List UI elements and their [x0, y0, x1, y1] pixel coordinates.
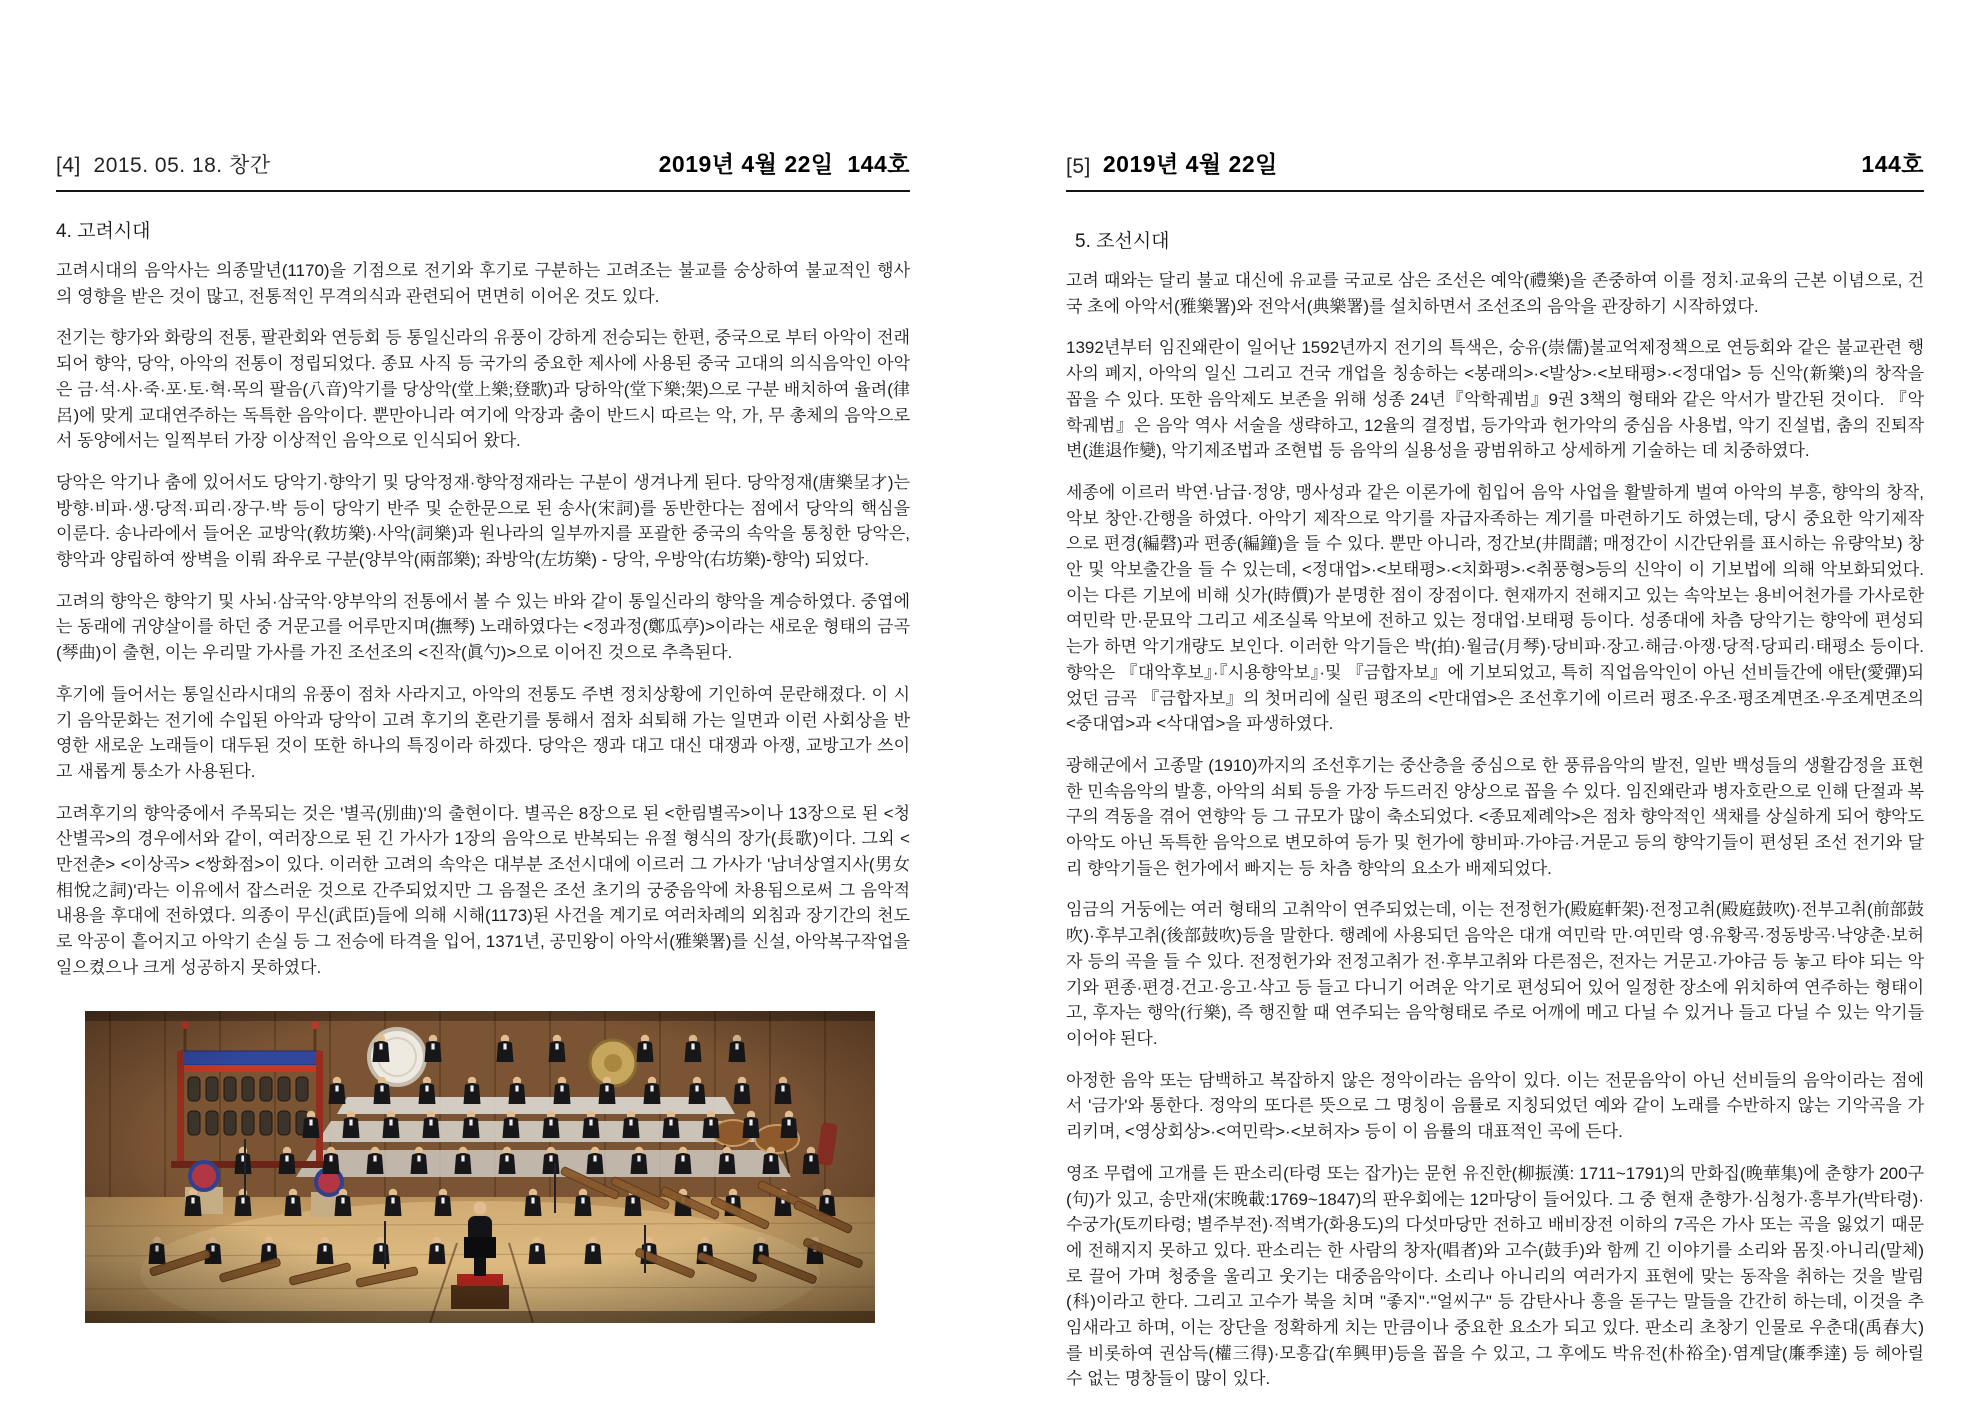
paragraph: 광해군에서 고종말 (1910)까지의 조선후기는 중산층을 중심으로 한 풍류음악의 발전, 일반 백성들의 생활감정을 표현한 민속음악의 발흥, 아악의 쇠퇴 등을 가장 두드러진 양상으로 꼽을 수 있다. 임진왜란과 병자호란으로 인해 단절과 복구의 격동을 겪어 연향악 등 그 규모가 많이 축소되었다. <종묘제례악>은 점차 향악적인 색채를 상실하게 되어 향악도 아악도 아닌 독특한 음악으로 변모하여 등가 및 헌가에 향비파·가야금·거문고 등의 향악기들이 편성된 조선 전기와 달리 향악기들은 헌가에서 빠지는 등 차츰 향악의 요소가 배제되었다. — [1066, 755, 1924, 878]
paragraph: 고려후기의 향악중에서 주목되는 것은 '별곡(別曲)'의 출현이다. 별곡은 8장으로 된 <한림별곡>이나 13장으로 된 <청산별곡>의 경우에서와 같이, 여러장으로 된 긴 가사가 1장의 음악으로 반복되는 유절 형식의 장가(長歌)이다. 그외 <만전춘> <이상곡> <쌍화점>이 있다. 이러한 고려의 속악은 대부분 조선시대에 이르러 그 가사가 '남녀상열지사(男女相悅之詞)'라는 이유에서 잡스러운 것으로 간주되었지만 그 음절은 조선 초기의 궁중음악에 차용됨으로써 그 음악적 내용을 후대에 전하였다. 의종이 무신(武臣)들에 의해 시해(1173)된 사건을 계기로 여러차례의 외침과 장기간의 천도로 악공이 흩어지고 아악기 손실 등 그 전승에 타격을 입어, 1371년, 공민왕이 아악서(雅樂署)를 신설, 아악복구작업을 일으켰으나 크게 성공하지 못하였다. — [56, 803, 910, 977]
paragraph: 아정한 음악 또는 담백하고 복잡하지 않은 정악이라는 음악이 있다. 이는 전문음악이 아닌 선비들의 음악이라는 점에서 '금가'와 통한다. 정악의 또다른 뜻으로 그 명칭이 음률로 지칭되었던 예와 같이 노래를 수반하지 않는 기악곡을 가리키며, <영상회상>·<여민락>·<보허자> 등이 이 음률의 대표적인 곡에 든다. — [1066, 1070, 1924, 1142]
section-title-joseon: 5. 조선시대 — [1075, 231, 1170, 252]
joseon-body-text — [1066, 268, 1924, 1392]
paragraph: 고려시대의 음악사는 의종말년(1170)을 기점으로 전기와 후기로 구분하는 고려조는 불교를 숭상하여 불교적인 행사의 영향을 받은 것이 많고, 전통적인 무격의식과 관련되어 면면히 이어온 것도 있다. — [56, 261, 910, 306]
goryeo-body-text — [56, 258, 910, 981]
paragraph: 전기는 향가와 화랑의 전통, 팔관회와 연등회 등 통일신라의 유풍이 강하게 전승되는 한편, 중국으로 부터 아악이 전래되어 향악, 당악, 아악의 전통이 정립되었다. 종묘 사직 등 국가의 중요한 제사에 사용된 중국 고대의 의식음악인 아악은 금·석·사·죽·포·토·혁·목의 팔음(八音)악기를 당상악(堂上樂;登歌)과 당하악(堂下樂;架)으로 구분 배치하여 율려(律呂)에 맞게 교대연주하는 독특한 음악이다. 뿐만아니라 여기에 악장과 춤이 반드시 따르는 악, 가, 무 총체의 음악으로서 동양에서는 일찍부터 가장 이상적인 음악으로 인식되어 왔다. — [56, 328, 910, 451]
paragraph: 후기에 들어서는 통일신라시대의 유풍이 점차 사라지고, 아악의 전통도 주변 정치상황에 기인하여 문란해졌다. 이 시기 음악문화는 전기에 수입된 아악과 당악이 고려 후기의 혼란기를 통해서 점차 쇠퇴해 가는 일면과 이런 사회상을 반영한 새로운 노래들이 대두된 것이 또한 하나의 특징이라 하겠다. 당악은 쟁과 대고 대신 대쟁과 아쟁, 교방고가 쓰이고 새롭게 퉁소가 사용된다. — [56, 684, 910, 781]
paragraph: 1392년부터 임진왜란이 일어난 1592년까지 전기의 특색은, 숭유(崇儒)불교억제정책으로 연등회와 같은 불교관련 행사의 폐지, 아악의 일신 그리고 건국 개업을 칭송하는 <봉래의>·<발상>·<보태평>·<정대업> 등 신악(新樂)의 창작을 꼽을 수 있다. 또한 음악제도 보존을 위해 성종 24년『악학궤범』9권 3책의 형태와 같은 악서가 발간된 것이다. 『악학궤범』은 음악 역사 서술을 생략하고, 12율의 결정법, 등가악과 헌가악의 중심음 사용법, 악기 진설법, 춤의 진퇴작변(進退作變), 악기제조법과 조현법 등 음악의 실용성을 광범위하고 상세하게 기술하는 데 치중하였다. — [1066, 338, 1924, 461]
page-left — [56, 0, 910, 1323]
page-right — [1066, 0, 1924, 1392]
paragraph: 당악은 악기나 춤에 있어서도 당악기·향악기 및 당악정재·향악정재라는 구분이 생겨나게 된다. 당악정재(唐樂呈才)는 방향·비파·생·당적·피리·장구·박 등이 당악기 반주 및 순한문으로 된 송사(宋詞)를 동반한다는 점에서 당악의 핵심을 이룬다. 송나라에서 들어온 교방악(敎坊樂)·사악(詞樂)과 원나라의 일부까지를 포괄한 중국의 속악을 통칭한 당악은, 향악과 양립하여 쌍벽을 이뤄 좌우로 구분(양부악(兩部樂); 좌방악(左坊樂) - 당악, 우방악(右坊樂)-향악) 되었다. — [56, 472, 910, 570]
paragraph: 영조 무렵에 고개를 든 판소리(타령 또는 잡가)는 문헌 유진한(柳振漢: 1711~1791)의 만화집(晚華集)에 춘향가 200구(句)가 있고, 송만재(宋晚載:1769~1847)의 판우회에는 12마당이 들어있다. 그 중 현재 춘향가·심청가·흥부가(박타령)·수궁가(토끼타령; 별주부전)·적벽가(화용도)의 다섯마당만 전하고 배비장전 이하의 7곡은 가사 또는 곡을 잃었기 때문에 전해지지 못하고 있다. 판소리는 한 사람의 창자(唱者)와 고수(鼓手)와 함께 긴 이야기를 소리와 몸짓·아니리(말체)로 끌어 가며 청중을 울리고 웃기는 대중음악이다. 소리나 아니리의 여러가지 표현에 맞는 동작을 취하는 것을 발림(科)이라고 한다. 그리고 고수가 북을 치며 "좋지"·"얼씨구" 등 감탄사나 흥을 돋구는 말들을 간간히 하는데, 이것을 추임새라고 하며, 이는 장단을 정확하게 치는 만큼이나 중요한 요소가 되고 있다. 판소리 초창기 인물로 우춘대(禹春大)를 비롯하여 권삼득(權三得)·모흥갑(牟興甲)등을 꼽을 수 있고, 그 후에도 박유전(朴裕全)·염계달(廉季達) 등 헤아릴 수 없는 명창들이 많이 있다. — [1066, 1163, 1924, 1389]
paragraph: 세종에 이르러 박연·남급·정양, 맹사성과 같은 이론가에 힘입어 음악 사업을 활발하게 벌여 아악의 부흥, 향악의 창작, 악보 창안·간행을 하였다. 아악기 제작으로 악기를 자급자족하는 계기를 마련하기도 하였는데, 당시 중요한 악기제작으로 편경(編磬)과 편종(編鐘)을 들 수 있다. 뿐만 아니라, 정간보(井間譜; 매정간이 시간단위를 표시하는 유량악보) 창안 및 악보출간을 들 수 있는데, <정대업>·<보태평>·<치화평>·<취풍형>등의 신악이 이 기보법에 의해 악보화되었다. 이는 다른 기보에 비해 싯가(時價)가 분명한 점이 장점이다. 현재까지 전해지고 있는 속악보는 용비어천가를 가사로한 여민락 만·문묘악 그리고 세조실록 악보에 전하고 있는 정대업·보태평 등이다. 성종대에 차츰 당악기는 향악에 편성되는가 하면 악기개량도 보인다. 이러한 악기들은 박(拍)·월금(月琴)·당비파·장고·해금·아쟁·당적·당피리·태평소 등이다. 향악은 『대악후보』·『시용향악보』·및 『금합자보』에 기보되었고, 특히 직업음악인이 아닌 선비들간에 애탄(愛彈)되었던 금곡 『금합자보』의 첫머리에 실린 평조의 <만대엽>은 조선후기에 이르러 평조·우조·평조계면조·우조계면조의 <중대엽>과 <삭대엽>을 파생하였다. — [1066, 482, 1924, 734]
page-right-header — [1066, 146, 1924, 192]
issue-date-label: 2019년 4월 22일 — [1102, 151, 1278, 177]
founding-date-label: [4] 2015. 05. 18. 창간 — [56, 154, 271, 177]
page-left-header — [56, 146, 910, 192]
section-title-goryeo: 4. 고려시대 — [56, 221, 151, 242]
paragraph: 임금의 거둥에는 여러 형태의 고취악이 연주되었는데, 이는 전정헌가(殿庭軒架)·전정고취(殿庭鼓吹)·전부고취(前部鼓吹)·후부고취(後部鼓吹)등을 말한다. 행례에 사용되던 음악은 대개 여민락 만·여민락 영·유황곡·정동방곡·낙양춘·보허자 등의 곡을 들 수 있다. 전정헌가와 전정고취가 전·후부고취와 다른점은, 전자는 거문고·가야금 등 놓고 타야 되는 악기와 편종·편경·건고·응고·삭고 등 들고 다니기 어려운 악기로 편성되어 있어 일정한 장소에 위치하여 연주하는 형태이고, 후자는 행악(行樂), 즉 행진할 때 연주되는 음악형태로 주로 어깨에 메고 다닐 수 있거나 들고 다닐 수 있는 악기들이어야 된다. — [1066, 900, 1924, 1048]
issue-number-label: 144호 — [1861, 151, 1924, 177]
page-number-label: [5] — [1066, 155, 1091, 178]
paragraph: 고려의 향악은 향악기 및 사뇌·삼국악·양부악의 전통에서 볼 수 있는 바와 같이 통일신라의 향악을 계승하였다. 중엽에는 동래에 귀양살이를 하던 중 거문고를 어루만지며(撫琴) 노래하였다는 <정과정(鄭瓜亭)>이라는 새로운 형태의 금곡(琴曲)이 출현, 이는 우리말 가사를 가진 조선조의 <진작(眞勺)>으로 이어진 것으로 추측된다. — [56, 591, 911, 663]
orchestra-photo — [85, 1011, 875, 1323]
paragraph: 고려 때와는 달리 불교 대신에 유교를 국교로 삼은 조선은 예악(禮樂)을 존중하여 이를 정치·교육의 근본 이념으로, 건국 초에 아악서(雅樂署)와 전악서(典樂署)를 설치하면서 조선조의 음악을 관장하기 시작하였다. — [1066, 271, 1924, 316]
issue-date-label: 2019년 4월 22일 144호 — [658, 151, 910, 177]
